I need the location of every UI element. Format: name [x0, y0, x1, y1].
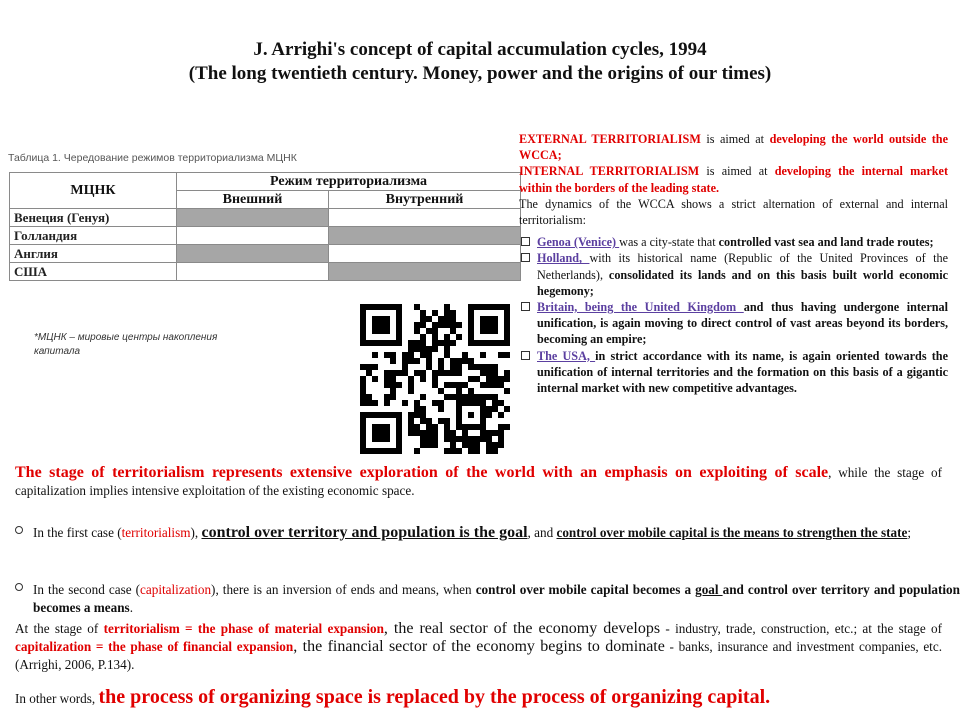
list-item-text: with its historical name (Republic of the United Provinces of the Netherlands), [537, 251, 948, 282]
table-footnote: *МЦНК – мировые центры накопления капитала [34, 332, 218, 357]
table-header-group: Режим территориализма [177, 173, 521, 191]
list-item [519, 250, 948, 299]
checkbox-bullet-icon [521, 351, 530, 360]
table-cell-internal [328, 227, 520, 245]
table-row [10, 227, 521, 245]
table-row [10, 245, 521, 263]
bullet-second-case: In the second case (capitalization), there is an inversion of ends and means, when control over mobile capital becomes a goal and control over territory and population becomes a means. [15, 581, 960, 617]
table-cell-internal [328, 209, 520, 227]
external-definition: EXTERNAL TERRITORIALISM is aimed at developing the world outside the WCCA; [519, 132, 948, 163]
title-line-2: (The long twentieth century. Money, power and the origins of our times) [188, 63, 772, 84]
slide-title [0, 38, 960, 86]
list-item-bold: controlled vast sea and land trade routes; [718, 235, 934, 250]
table-header-internal: Внутренний [328, 191, 520, 209]
list-item-link[interactable]: Britain, being the United Kingdom [537, 300, 744, 315]
bullet-first-case: In the first case (territorialism), control over territory and population is the goal, and control over mobile capital is the means to strengthen the state; [15, 524, 960, 542]
qr-code-icon [360, 304, 510, 454]
list-item-bold: consolidated its lands and on this basis built world economic hegemony; [537, 267, 948, 298]
dynamics-text: The dynamics of the WCCA shows a strict alternation of external and internal territorialism: [519, 196, 948, 228]
list-item-bold: and thus having undergone internal unification, is again moving to direct control of vast areas beyond its borders, becoming an empire; [537, 300, 949, 347]
conclusion-line: In other words, the process of organizing space is replaced by the process of organizing capital. [15, 686, 771, 708]
territorialism-description [519, 131, 948, 396]
table-cell-center: Венеция (Генуя) [10, 209, 177, 227]
table-cell-internal [328, 245, 520, 263]
list-item [519, 299, 948, 348]
table-cell-center: США [10, 263, 177, 281]
checkbox-bullet-icon [521, 302, 530, 311]
table-cell-external [177, 263, 329, 281]
internal-definition: INTERNAL TERRITORIALISM is aimed at developing the internal market within the borders of the leading state. [519, 164, 949, 195]
table-caption: Таблица 1. Чередование режимов территориализма МЦНК [8, 152, 297, 164]
checkbox-bullet-icon [521, 253, 530, 262]
title-line-1: J. Arrighi's concept of capital accumulation cycles, 1994 [253, 39, 707, 60]
wcca-list [519, 234, 948, 396]
table-row [10, 263, 521, 281]
table-cell-external [177, 209, 329, 227]
table-header-external: Внешний [177, 191, 329, 209]
list-item-bold: in strict accordance with its name, is again oriented towards the unification of internal territories and the formation on this basis of a gigantic internal market with new competitive advantages. [537, 348, 948, 396]
phase-paragraph: At the stage of territorialism = the phase of material expansion, the real sector of the economy develops - industry, trade, construction, etc.; at the stage of capitalization = the phase of financial expansion, the financial sector of the economy begins to dominate - banks, insurance and investment companies, etc. (Arrighi, 2006, P.134). [15, 620, 943, 672]
list-item [519, 348, 948, 397]
list-item [519, 234, 948, 250]
table-cell-center: Голландия [10, 227, 177, 245]
territorialism-table [9, 172, 521, 281]
checkbox-bullet-icon [521, 237, 530, 246]
table-header-main: МЦНК [10, 173, 177, 209]
bullet-circle-icon [15, 526, 23, 534]
table-cell-center: Англия [10, 245, 177, 263]
list-item-link[interactable]: Genoa (Venice) [537, 235, 620, 250]
table-cell-internal [328, 263, 520, 281]
table-cell-external [177, 227, 329, 245]
table-row [10, 209, 521, 227]
bullet-circle-icon [15, 583, 23, 591]
list-item-link[interactable]: The USA, [537, 348, 596, 363]
table-cell-external [177, 245, 329, 263]
list-item-link[interactable]: Holland, [537, 251, 590, 266]
stage-paragraph: The stage of territorialism represents extensive exploration of the world with an emphasis on exploiting of scale, while the stage of capitalization implies intensive exploitation of the existing economic space. [15, 464, 942, 498]
list-item-text: was a city-state that [619, 235, 719, 250]
